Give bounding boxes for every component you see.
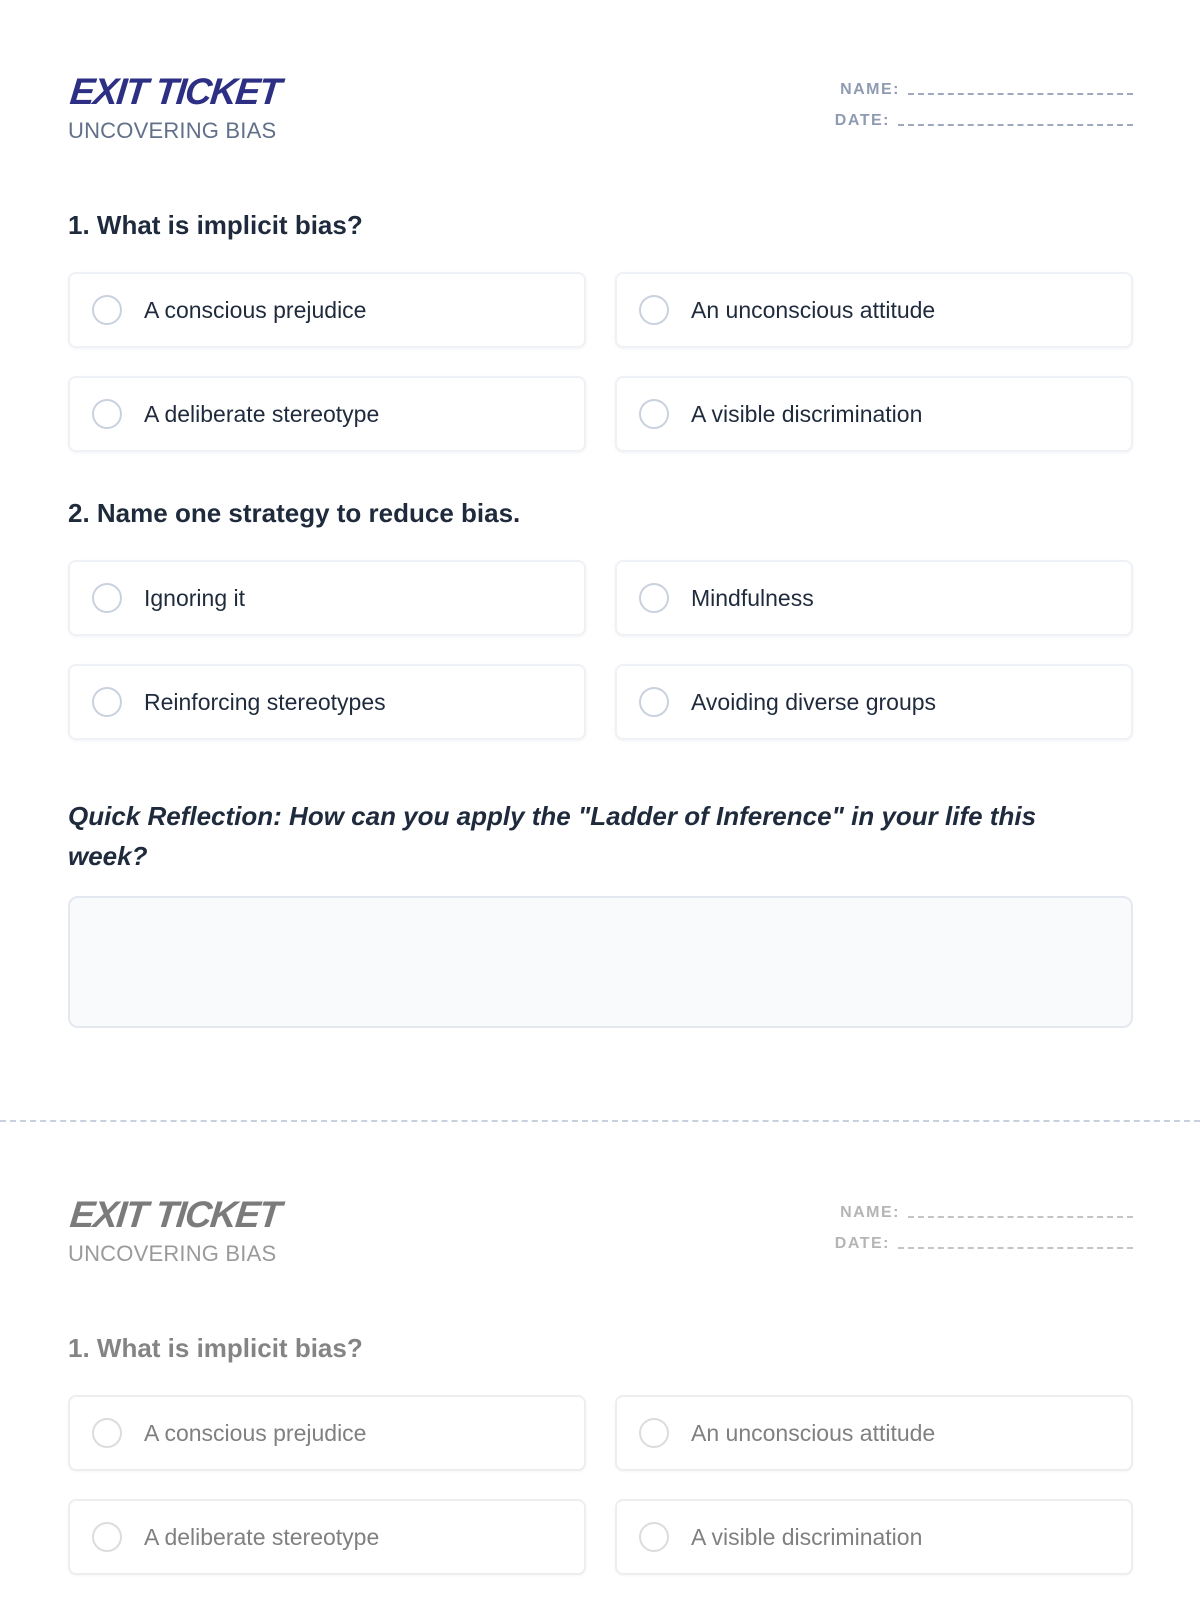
answer-option[interactable]: [68, 664, 586, 740]
question-2: 2. Name one strategy to reduce bias.: [68, 498, 521, 528]
name-line[interactable]: [908, 1216, 1133, 1218]
radio-button[interactable]: [92, 583, 122, 613]
radio-button[interactable]: [639, 1522, 669, 1552]
exit-ticket-copy: [68, 1193, 1133, 1575]
radio-button[interactable]: [92, 295, 122, 325]
option-label: Ignoring it: [144, 584, 246, 611]
ticket-subtitle: UNCOVERING BIAS: [68, 1241, 277, 1266]
date-line[interactable]: [898, 1247, 1133, 1249]
name-field[interactable]: [833, 1191, 1133, 1222]
answer-option[interactable]: [615, 376, 1133, 452]
question-1-options: [68, 1395, 1133, 1575]
date-label: DATE:: [834, 1235, 890, 1252]
exit-ticket: [68, 70, 1133, 1028]
option-label: A visible discrimination: [691, 1523, 923, 1550]
option-label: An unconscious attitude: [691, 1419, 936, 1446]
radio-button[interactable]: [92, 687, 122, 717]
name-label: NAME:: [840, 81, 900, 98]
answer-option[interactable]: [615, 1499, 1133, 1575]
option-label: A deliberate stereotype: [144, 1523, 380, 1550]
ticket-title: EXIT TICKET: [68, 1194, 283, 1235]
ticket-header: [68, 1193, 1133, 1273]
radio-button[interactable]: [639, 583, 669, 613]
answer-option[interactable]: [68, 1499, 586, 1575]
reflection-answer-box[interactable]: [68, 896, 1133, 1028]
ticket-subtitle: UNCOVERING BIAS: [68, 118, 277, 143]
date-label: DATE:: [834, 112, 890, 129]
option-label: A visible discrimination: [691, 400, 923, 427]
option-label: A conscious prejudice: [144, 296, 367, 323]
cut-line-divider: [0, 1120, 1200, 1122]
option-label: A conscious prejudice: [144, 1419, 367, 1446]
option-label: Mindfulness: [691, 584, 814, 611]
radio-button[interactable]: [92, 1522, 122, 1552]
option-label: Avoiding diverse groups: [691, 688, 937, 715]
question-1-options: [68, 272, 1133, 452]
reflection-prompt: Quick Reflection: How can you apply the "Ladder of Inference" in your life this week?: [68, 801, 1037, 871]
student-meta: [833, 1191, 1133, 1253]
answer-option[interactable]: [68, 1395, 586, 1471]
date-field[interactable]: [833, 1222, 1133, 1253]
question-2-options: [68, 560, 1133, 740]
name-field[interactable]: [833, 68, 1133, 99]
radio-button[interactable]: [92, 1418, 122, 1448]
ticket-title: EXIT TICKET: [68, 71, 283, 112]
name-line[interactable]: [908, 93, 1133, 95]
answer-option[interactable]: [68, 376, 586, 452]
ticket-header: [68, 70, 1133, 150]
answer-option[interactable]: [615, 272, 1133, 348]
name-label: NAME:: [840, 1204, 900, 1221]
date-line[interactable]: [898, 124, 1133, 126]
option-label: Reinforcing stereotypes: [144, 688, 386, 715]
radio-button[interactable]: [639, 687, 669, 717]
question-1: 1. What is implicit bias?: [68, 210, 363, 240]
question-1: 1. What is implicit bias?: [68, 1333, 363, 1363]
answer-option[interactable]: [68, 272, 586, 348]
date-field[interactable]: [833, 99, 1133, 130]
option-label: An unconscious attitude: [691, 296, 936, 323]
radio-button[interactable]: [639, 1418, 669, 1448]
answer-option[interactable]: [68, 560, 586, 636]
radio-button[interactable]: [639, 399, 669, 429]
answer-option[interactable]: [615, 560, 1133, 636]
answer-option[interactable]: [615, 664, 1133, 740]
radio-button[interactable]: [639, 295, 669, 325]
answer-option[interactable]: [615, 1395, 1133, 1471]
student-meta: [833, 68, 1133, 130]
radio-button[interactable]: [92, 399, 122, 429]
option-label: A deliberate stereotype: [144, 400, 380, 427]
